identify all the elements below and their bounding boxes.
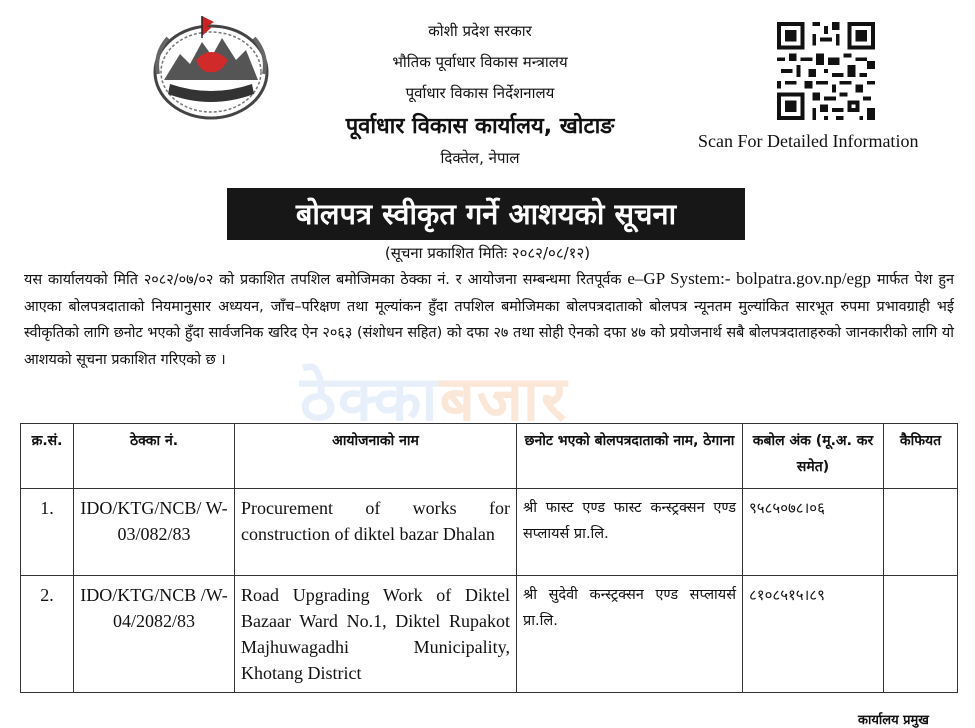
gov-line-1: कोशी प्रदेश सरकार	[428, 22, 532, 40]
cell-contract: IDO/KTG/NCB/ W-03/082/83	[74, 489, 235, 576]
gov-line-2: भौतिक पूर्वाधार विकास मन्त्रालय	[392, 53, 568, 71]
body-text-1: यस कार्यालयको मिति २०८२/०७/०२ को प्रकाशित तपशिल बमोजिमका ठेक्का नं. र आयोजना सम्बन्धमा रितपूर्वक	[24, 272, 628, 288]
cell-contract: IDO/KTG/NCB /W-04/2082/83	[74, 576, 235, 693]
col-header-sn: क्र.सं.	[21, 424, 74, 489]
office-location: दिक्तेल, नेपाल	[440, 149, 520, 167]
table-row	[21, 489, 958, 576]
cell-remarks	[884, 576, 958, 693]
cell-sn: 1.	[21, 489, 74, 576]
signatory: कार्यालय प्रमुख	[858, 713, 929, 728]
col-header-project: आयोजनाको नाम	[235, 424, 517, 489]
cell-bidder: श्री फास्ट एण्ड फास्ट कन्स्ट्रक्सन एण्ड सप्लायर्स प्रा.लि.	[517, 489, 743, 576]
nepal-emblem-icon	[150, 14, 272, 122]
notice-body	[24, 266, 954, 373]
scan-label: Scan For Detailed Information	[698, 131, 919, 151]
office-name: पूर्वाधार विकास कार्यालय, खोटाङ	[345, 114, 615, 139]
col-header-amount: कबोल अंक (मू.अ. कर समेत)	[743, 424, 884, 489]
cell-remarks	[884, 489, 958, 576]
publication-date: (सूचना प्रकाशित मितिः २०८२/०८/१२)	[384, 244, 591, 262]
col-header-bidder: छनोट भएको बोलपत्रदाताको नाम, ठेगाना	[517, 424, 743, 489]
col-header-contract: ठेक्का नं.	[74, 424, 235, 489]
notice-title: बोलपत्र स्वीकृत गर्ने आशयको सूचना	[227, 188, 745, 240]
watermark-part-b: बजार	[439, 362, 569, 435]
cell-project: Procurement of works for construction of diktel bazar Dhalan	[235, 489, 517, 576]
table-header-row	[21, 424, 958, 489]
watermark-part-a: ठेक्का	[300, 362, 440, 435]
col-header-remarks: कैफियत	[884, 424, 958, 489]
cell-amount: ८१०८५१५।८९	[743, 576, 884, 693]
qr-code-icon[interactable]	[777, 22, 875, 120]
cell-sn: 2.	[21, 576, 74, 693]
award-table	[20, 423, 958, 693]
table-row	[21, 576, 958, 693]
gov-line-3: पूर्वाधार विकास निर्देशनालय	[405, 84, 555, 102]
header-block	[290, 16, 670, 171]
body-text-2: मार्फत पेश हुन आएका बोलपत्रदाताको नियमानुसार अध्ययन, जाँच–परिक्षण तथा मूल्यांकन हुँदा तपशिल बमोजिमका बोलपत्रदाताको बोलपत्र न्यूनतम मुल्यांकित सारभूत रुपमा प्रभावग्राही भई स्वीकृतिको लागि छनोट भएको हुँदा सार्वजनिक खरिद ऐन २०६३ (संशोधन सहित) को दफा २७ तथा सोही ऐनको दफा ४७ को प्रयोजनार्थ सबै बोलपत्रदाताहरुको जानकारीको लागि यो आशयको सूचना प्रकाशित गरिएको छ ।	[24, 272, 955, 368]
cell-project: Road Upgrading Work of Diktel Bazaar Ward No.1, Diktel Rupakot Majhuwagadhi Municipality, Khotang District	[235, 576, 517, 693]
cell-bidder: श्री सुदेवी कन्स्ट्रक्सन एण्ड सप्लायर्स प्रा.लि.	[517, 576, 743, 693]
cell-amount: ९५८५०७८।०६	[743, 489, 884, 576]
egp-link[interactable]: e–GP System:- bolpatra.gov.np/egp	[627, 269, 872, 288]
